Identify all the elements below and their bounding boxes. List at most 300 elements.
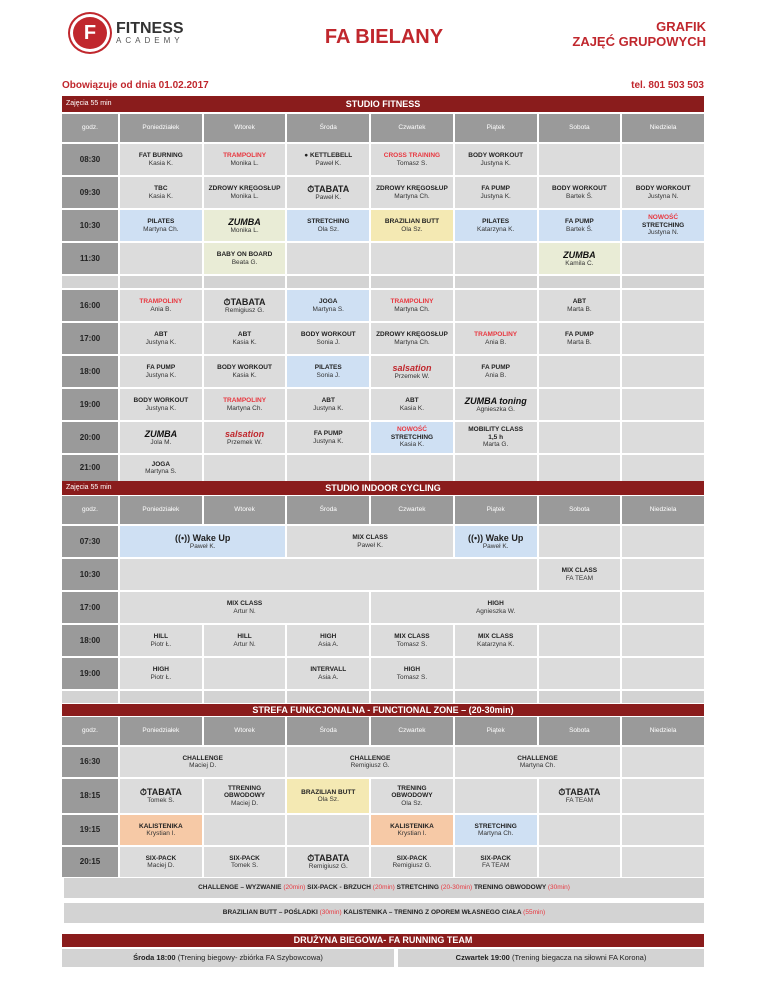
class-cell[interactable] <box>204 389 286 420</box>
new-badge: NOWOŚĆ <box>396 426 427 434</box>
instructor: Justyna K. <box>480 159 511 167</box>
table-row <box>62 455 704 481</box>
class-cell[interactable] <box>371 356 453 387</box>
class-cell[interactable] <box>371 815 453 845</box>
empty-cell <box>539 847 621 877</box>
class-cell[interactable] <box>455 815 537 845</box>
empty-cell <box>622 389 704 420</box>
tabata-logo: ⏱TABATA <box>558 787 601 798</box>
col-fri: Piątek <box>455 496 537 524</box>
legend-term: STRETCHING <box>396 884 439 891</box>
class-name: BODY WORKOUT <box>635 185 691 193</box>
time-cell: 08:30 <box>62 144 118 175</box>
class-name: CHALLENGE <box>182 754 223 762</box>
class-name: MIX CLASS <box>226 600 263 608</box>
class-cell[interactable] <box>455 847 537 877</box>
col-mon: Poniedziałek <box>120 496 202 524</box>
class-cell[interactable] <box>371 847 453 877</box>
class-name: TABATA <box>565 787 601 798</box>
instructor: Monika L. <box>230 192 259 200</box>
zumba-logo: ZUMBA <box>563 249 596 260</box>
header-row <box>62 114 704 142</box>
instructor: Maciej D. <box>189 762 217 769</box>
class-cell[interactable] <box>120 455 202 481</box>
class-cell[interactable] <box>204 422 286 453</box>
empty-cell <box>622 356 704 387</box>
class-cell[interactable] <box>371 389 453 420</box>
functional-table <box>60 715 706 879</box>
empty-cell <box>622 290 704 321</box>
empty-cell <box>371 455 453 481</box>
class-cell[interactable] <box>371 779 453 813</box>
instructor: Remigiusz G. <box>225 306 265 314</box>
class-cell[interactable] <box>371 210 453 241</box>
instructor: Katarzyna K. <box>477 640 515 648</box>
class-cell[interactable] <box>455 323 537 354</box>
class-cell[interactable] <box>120 526 285 557</box>
col-sun: Niedziela <box>622 717 704 745</box>
class-cell[interactable] <box>204 625 286 656</box>
running-wednesday <box>62 949 394 967</box>
class-name: Wake Up <box>192 532 231 543</box>
instructor: Justyna K. <box>145 404 177 412</box>
class-name: TRAMPOLINY <box>223 397 267 405</box>
class-name: JOGA <box>151 460 171 468</box>
col-wed: Środa <box>287 496 369 524</box>
time-cell: 09:30 <box>62 177 118 208</box>
table-row <box>62 177 704 208</box>
class-cell[interactable] <box>455 422 537 453</box>
class-name: ZDROWY KRĘGOSŁUP <box>376 185 448 193</box>
new-badge: NOWOŚĆ <box>648 214 679 222</box>
schedule-title-1: GRAFIK <box>656 19 706 34</box>
col-tue: Wtorek <box>204 496 286 524</box>
col-thu: Czwartek <box>371 114 453 142</box>
empty-cell <box>455 779 537 813</box>
empty-cell <box>455 243 537 274</box>
empty-cell <box>287 243 369 274</box>
time-cell: 20:15 <box>62 847 118 877</box>
time-cell: 18:15 <box>62 779 118 813</box>
class-cell[interactable] <box>204 210 286 241</box>
empty-cell <box>539 658 621 689</box>
empty-cell <box>622 592 704 623</box>
class-cell[interactable] <box>287 356 369 387</box>
class-cell[interactable] <box>204 847 286 877</box>
instructor: Bartek Ś. <box>566 192 593 200</box>
col-thu: Czwartek <box>371 496 453 524</box>
class-cell[interactable] <box>539 559 621 590</box>
empty-cell <box>539 389 621 420</box>
class-cell[interactable] <box>455 356 537 387</box>
instructor: Tomek S. <box>147 797 175 805</box>
class-name: KETTLEBELL <box>310 152 353 160</box>
class-name: BODY WORKOUT <box>551 185 607 193</box>
class-cell[interactable] <box>371 658 453 689</box>
section-title: STREFA FUNKCJONALNA - FUNCTIONAL ZONE – (20-30min) <box>252 705 514 715</box>
class-cell[interactable] <box>539 243 621 274</box>
empty-cell <box>622 625 704 656</box>
class-cell[interactable] <box>204 177 286 208</box>
class-cell[interactable] <box>455 526 537 557</box>
running-day: Czwartek 19:00 <box>455 953 510 962</box>
instructor: Ola Sz. <box>317 225 339 233</box>
class-name: KALISTENIKA <box>139 822 183 830</box>
class-cell[interactable] <box>287 210 369 241</box>
instructor: Krystian I. <box>397 830 427 837</box>
col-hour: godz. <box>62 114 118 142</box>
col-hour: godz. <box>62 717 118 745</box>
class-cell[interactable] <box>455 625 537 656</box>
brand-name: FITNESS <box>116 20 184 37</box>
class-name: ABT <box>321 397 335 405</box>
class-name: FA PUMP <box>565 331 594 339</box>
table-row <box>62 625 704 656</box>
class-name: BRAZILIAN BUTT <box>301 788 356 796</box>
col-sat: Sobota <box>539 717 621 745</box>
instructor: Bartek Ś. <box>566 225 593 233</box>
class-cell[interactable] <box>120 847 202 877</box>
class-cell[interactable] <box>371 177 453 208</box>
empty-cell <box>204 658 286 689</box>
class-name: SIX-PACK <box>229 854 260 862</box>
time-cell: 17:00 <box>62 323 118 354</box>
class-name: ZDROWY KRĘGOSŁUP <box>208 185 281 193</box>
col-wed: Środa <box>287 717 369 745</box>
class-cell[interactable] <box>287 625 369 656</box>
col-wed: Środa <box>287 114 369 142</box>
class-cell[interactable] <box>455 144 537 175</box>
class-cell[interactable] <box>120 815 202 845</box>
class-name: TABATA <box>314 183 350 194</box>
class-cell[interactable] <box>204 356 286 387</box>
instructor: Sonia J. <box>316 338 340 346</box>
instructor: Kasia K. <box>148 192 173 200</box>
class-name: HIGH <box>320 633 337 641</box>
col-fri: Piątek <box>455 114 537 142</box>
time-cell: 17:00 <box>62 592 118 623</box>
class-name: ZDROWY KRĘGOSŁUP <box>376 331 448 339</box>
instructor: FA TEAM <box>565 574 594 582</box>
class-cell[interactable] <box>120 323 202 354</box>
wake-up-logo: ((•)) Wake Up <box>468 532 524 543</box>
class-cell[interactable] <box>371 144 453 175</box>
col-thu: Czwartek <box>371 717 453 745</box>
class-name: MOBILITY CLASS <box>468 426 524 434</box>
instructor: Artur N. <box>233 607 256 615</box>
instructor: Beata G. <box>231 258 258 266</box>
instructor: Kamila C. <box>565 259 594 267</box>
time-cell: 10:30 <box>62 559 118 590</box>
instructor: Tomasz S. <box>396 673 428 681</box>
instructor: Marta G. <box>483 441 509 449</box>
empty-cell <box>622 847 704 877</box>
legend-term: SIX-PACK - BRZUCH <box>307 884 371 891</box>
empty-cell <box>622 747 704 777</box>
class-cell[interactable] <box>287 422 369 453</box>
zumba-logo: ZUMBA toning <box>464 395 527 406</box>
class-name: CHALLENGE <box>517 754 558 762</box>
class-name: FA PUMP <box>481 364 510 372</box>
instructor: Martyna Ch. <box>143 225 179 233</box>
empty-cell <box>622 658 704 689</box>
class-cell[interactable] <box>287 847 369 877</box>
instructor: Paweł K. <box>189 542 216 550</box>
logo-mark: F <box>70 14 110 52</box>
empty-cell <box>455 658 537 689</box>
class-name: BRAZILIAN BUTT <box>384 218 440 226</box>
instructor: Martyna Ch. <box>519 762 556 769</box>
class-cell[interactable] <box>455 210 537 241</box>
class-name: KALISTENIKA <box>390 822 434 830</box>
separator-row <box>62 691 704 703</box>
instructor: Krystian I. <box>146 830 176 837</box>
class-name: INTERVALL <box>310 666 347 674</box>
class-cell[interactable] <box>120 592 369 623</box>
table-row <box>62 144 704 175</box>
instructor: Remigiusz G. <box>392 862 432 869</box>
instructor: Artur N. <box>233 640 256 648</box>
class-cell[interactable] <box>622 210 704 241</box>
class-cell[interactable] <box>120 422 202 453</box>
time-cell: 11:30 <box>62 243 118 274</box>
valid-from: Obowiązuje od dnia 01.02.2017 <box>62 80 209 91</box>
class-cell[interactable] <box>120 747 285 777</box>
instructor: Kasia K. <box>399 404 425 412</box>
class-name: HILL <box>237 633 252 641</box>
class-name: STRETCHING <box>641 221 685 229</box>
instructor: Ola Sz. <box>401 225 423 233</box>
class-name: MIX CLASS <box>477 633 514 641</box>
class-name: CROSS TRAINING <box>383 152 441 160</box>
class-name: BODY WORKOUT <box>133 397 189 405</box>
instructor: Justyna K. <box>313 437 344 445</box>
instructor: Martyna S. <box>312 305 344 313</box>
class-cell[interactable] <box>455 177 537 208</box>
instructor: Ola Sz. <box>317 796 339 803</box>
running-team-bar: DRUŻYNA BIEGOWA- FA RUNNING TEAM <box>62 934 704 947</box>
class-name: TRAMPOLINY <box>223 152 267 160</box>
empty-cell <box>622 243 704 274</box>
class-cell[interactable] <box>539 177 621 208</box>
class-cell[interactable] <box>287 323 369 354</box>
separator-row <box>62 276 704 288</box>
empty-cell <box>455 455 537 481</box>
col-tue: Wtorek <box>204 717 286 745</box>
class-cell[interactable] <box>204 779 286 813</box>
class-name-2: OBWODOWY <box>223 792 266 800</box>
empty-cell <box>204 815 286 845</box>
class-cell[interactable] <box>287 526 452 557</box>
class-cell[interactable] <box>371 592 620 623</box>
instructor: Justyna N. <box>647 192 679 200</box>
class-name: FAT BURNING <box>138 152 183 160</box>
table-row <box>62 815 704 845</box>
empty-cell <box>622 779 704 813</box>
class-name: Wake Up <box>485 532 524 543</box>
table-row <box>62 389 704 420</box>
col-sun: Niedziela <box>622 114 704 142</box>
instructor: Ania B. <box>150 305 172 313</box>
class-cell[interactable] <box>622 177 704 208</box>
tabata-logo: ⏱TABATA <box>223 296 266 307</box>
legend-duration: (55min) <box>523 909 546 916</box>
empty-cell <box>622 422 704 453</box>
instructor: Justyna K. <box>145 338 177 346</box>
instructor: Kasia K. <box>232 371 257 379</box>
class-name: MIX CLASS <box>352 534 388 542</box>
class-name: TRAMPOLINY <box>390 298 434 306</box>
class-cell[interactable] <box>204 144 286 175</box>
class-cell[interactable] <box>120 290 202 321</box>
time-cell: 19:00 <box>62 389 118 420</box>
brand-sub: ACADEMY <box>116 36 184 45</box>
class-cell[interactable] <box>287 389 369 420</box>
tabata-logo: ⏱TABATA <box>139 787 182 798</box>
empty-cell <box>539 526 621 557</box>
class-cell[interactable] <box>371 422 453 453</box>
instructor: Paweł K. <box>482 542 509 550</box>
class-cell[interactable] <box>287 144 369 175</box>
class-name: BODY WORKOUT <box>217 364 272 372</box>
schedule-title <box>572 20 706 50</box>
table-row <box>62 847 704 877</box>
time-cell: 19:00 <box>62 658 118 689</box>
instructor: Martyna Ch. <box>226 404 263 412</box>
legend-1 <box>64 878 704 898</box>
class-cell[interactable] <box>120 144 202 175</box>
class-name: PILATES <box>314 364 342 372</box>
empty-cell <box>539 422 621 453</box>
salsation-logo: salsation <box>225 428 265 439</box>
empty-cell <box>539 144 621 175</box>
class-name: HIGH <box>152 666 169 674</box>
time-cell: 19:15 <box>62 815 118 845</box>
class-cell[interactable] <box>120 356 202 387</box>
class-cell[interactable] <box>287 290 369 321</box>
cycling-table <box>60 494 706 705</box>
time-cell: 18:00 <box>62 625 118 656</box>
col-sat: Sobota <box>539 496 621 524</box>
legend-term: KALISTENIKA – TRENING Z OPOREM WŁASNEGO CIAŁA <box>343 909 522 916</box>
tabata-logo: ⏱TABATA <box>307 183 350 194</box>
class-cell[interactable] <box>204 323 286 354</box>
instructor: Paweł K. <box>357 541 383 549</box>
class-cell[interactable] <box>371 290 453 321</box>
table-row <box>62 290 704 321</box>
class-name: HIGH <box>403 666 421 674</box>
class-cell[interactable] <box>371 323 453 354</box>
instructor: Asia A. <box>318 640 339 648</box>
class-name: JOGA <box>319 298 338 306</box>
col-hour: godz. <box>62 496 118 524</box>
instructor: Martyna Ch. <box>394 192 430 200</box>
table-row <box>62 658 704 689</box>
instructor: Justyna K. <box>313 404 344 412</box>
class-name: STRETCHING <box>390 433 434 441</box>
class-name: ABT <box>154 331 168 339</box>
class-cell[interactable] <box>455 747 620 777</box>
instructor: Jola M. <box>150 438 172 446</box>
class-cell[interactable] <box>371 625 453 656</box>
instructor: Ania B. <box>485 371 507 379</box>
class-cell[interactable] <box>287 779 369 813</box>
class-name: TBC <box>154 185 168 193</box>
class-cell[interactable] <box>287 747 452 777</box>
fitness-table <box>60 112 706 483</box>
class-name: FA PUMP <box>313 430 343 438</box>
time-cell: 16:00 <box>62 290 118 321</box>
legend-2 <box>64 903 704 923</box>
instructor: Piotr Ł. <box>150 673 172 681</box>
instructor: Martyna Ch. <box>394 305 430 313</box>
legend-duration: (20min) <box>372 884 395 891</box>
instructor: Tomasz S. <box>396 640 428 648</box>
table-row <box>62 779 704 813</box>
instructor: Kasia K. <box>148 159 173 167</box>
class-cell[interactable] <box>120 625 202 656</box>
class-name: TABATA <box>230 296 266 307</box>
class-cell[interactable] <box>455 389 537 420</box>
class-name: FA PUMP <box>565 218 594 226</box>
club-title: FA BIELANY <box>324 26 444 48</box>
class-name: BODY WORKOUT <box>468 152 524 160</box>
instructor: Justyna N. <box>647 229 679 237</box>
class-name: SIX-PACK <box>396 854 428 862</box>
class-cell[interactable] <box>539 210 621 241</box>
class-cell[interactable] <box>539 323 621 354</box>
class-cell[interactable] <box>120 210 202 241</box>
class-name: BABY ON BOARD <box>216 251 273 259</box>
class-cell[interactable] <box>120 389 202 420</box>
class-cell[interactable] <box>120 177 202 208</box>
class-name: STRETCHING <box>307 218 350 226</box>
class-cell[interactable] <box>287 177 369 208</box>
section-title: STUDIO FITNESS <box>345 99 421 109</box>
class-name: HILL <box>153 633 169 641</box>
col-mon: Poniedziałek <box>120 114 202 142</box>
instructor: Sonia J. <box>316 371 340 379</box>
class-cell[interactable] <box>287 658 369 689</box>
duration: Zajęcia 55 min <box>66 100 112 107</box>
class-cell[interactable] <box>204 290 286 321</box>
class-cell[interactable] <box>120 658 202 689</box>
zumba-logo: ZUMBA <box>144 428 178 439</box>
studio-fitness-bar <box>62 96 704 112</box>
instructor: Paweł K. <box>315 193 342 201</box>
empty-cell <box>539 625 621 656</box>
legend-duration: (30min) <box>547 884 570 891</box>
class-cell[interactable] <box>204 243 286 274</box>
instructor: Marta B. <box>567 338 592 346</box>
time-cell: 18:00 <box>62 356 118 387</box>
class-name: MIX CLASS <box>561 567 598 575</box>
class-cell[interactable] <box>120 779 202 813</box>
class-cell[interactable] <box>539 779 621 813</box>
empty-cell <box>371 243 453 274</box>
instructor: Kasia K. <box>399 441 425 449</box>
instructor: Ola Sz. <box>401 799 423 807</box>
instructor: Przemek W. <box>394 372 430 380</box>
running-desc: (Trening biegacza na siłowni FA Korona) <box>511 953 647 962</box>
instructor: Remigiusz G. <box>350 762 390 769</box>
class-name: ABT <box>572 298 587 306</box>
cycling-bar <box>62 481 704 495</box>
empty-cell <box>622 815 704 845</box>
instructor: Paweł K. <box>315 159 342 167</box>
instructor: Monika L. <box>230 226 259 234</box>
class-cell[interactable] <box>539 290 621 321</box>
